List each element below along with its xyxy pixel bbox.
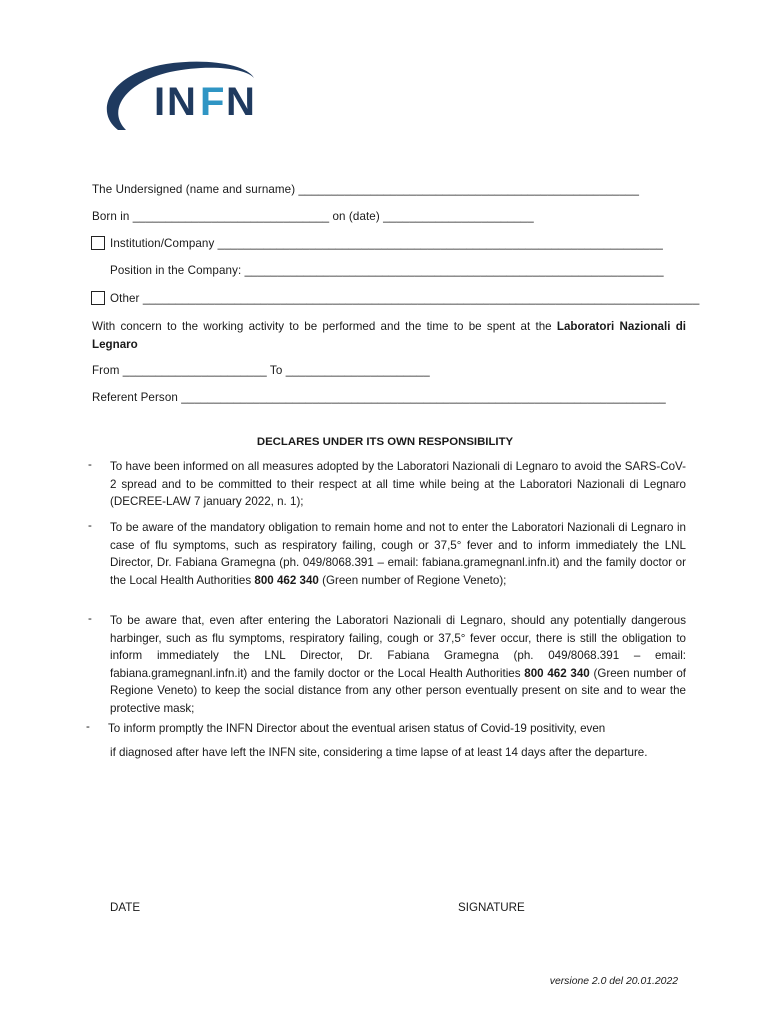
from-to-field[interactable]: From ______________________ To ______________________ [92, 364, 430, 377]
bullet-2-phone: 800 462 340 [254, 573, 319, 587]
bullet-2-text-a: To be aware of the mandatory obligation to remain home and not to enter the Laboratori Nazionali di Legnaro in case of flu symptoms, such as respiratory failing, cough or 37,5° fever and to inform immediately the LNL Director, Dr. Fabiana Gramegna (ph. 049/8068.391 – email: fabiana.gramegnanl.infn.it) and the family doctor or the Local Health Authorities [110, 521, 686, 587]
bullet-2-text [110, 519, 686, 589]
bullet-dash: - [86, 720, 90, 733]
bullet-dash: - [88, 458, 92, 471]
concern-text: With concern to the working activity to be performed and the time to be spent at the [92, 320, 557, 333]
bullet-3-text [110, 612, 686, 718]
other-checkbox[interactable] [91, 291, 105, 305]
institution-field[interactable]: Institution/Company ____________________________________________________________________ [110, 237, 663, 250]
bullet-2-text-b: (Green number of Regione Veneto); [318, 573, 507, 587]
bullet-dash: - [88, 612, 92, 625]
bullet-4-first-line: To inform promptly the INFN Director about the eventual arisen status of Covid-19 positivity, even [108, 722, 606, 735]
other-field[interactable]: Other _____________________________________________________________________________________ [110, 292, 700, 305]
svg-text:F: F [200, 80, 226, 124]
bullet-4-rest: if diagnosed after have left the INFN site, considering a time lapse of at least 14 days after the departure. [110, 746, 648, 759]
born-field[interactable]: Born in ______________________________ on (date) _______________________ [92, 210, 534, 223]
referent-field[interactable]: Referent Person __________________________________________________________________________ [92, 391, 666, 404]
bullet-1-text: To have been informed on all measures adopted by the Laboratori Nazionali di Legnaro to avoid the SARS-CoV-2 spread and to be committed to their respect at all time while being at the Laboratori Nazionali di Legnaro (DECREE-LAW 7 january 2022, n. 1); [110, 460, 686, 509]
date-label: DATE [110, 901, 141, 914]
bullet-3-text-a: To be aware that, even after entering the Laboratori Nazionali di Legnaro, should any potentially dangerous harbinger, such as flu symptoms, respiratory failing, cough or 37,5° fever occur, there is still the obligation to inform immediately the LNL Director, Dr. Fabiana Gramegna (ph. 049/8068.391 – email: fabiana.gramegnanl.infn.it) and the family doctor or the Local Health Authorities [110, 614, 686, 680]
bullet-3-phone: 800 462 340 [524, 666, 590, 680]
bullet-3-text-b: (Green number of Regione Veneto) to keep the social distance from any other person eventually present on site and to wear the protective mask; [110, 666, 686, 715]
declaration-heading: DECLARES UNDER ITS OWN RESPONSIBILITY [256, 436, 514, 448]
infn-logo [96, 56, 264, 136]
svg-text:N: N [167, 80, 197, 124]
signature-label: SIGNATURE [458, 901, 525, 914]
undersigned-field[interactable]: The Undersigned (name and surname) ____________________________________________________ [92, 183, 639, 196]
position-field[interactable]: Position in the Company: ________________________________________________________________ [110, 264, 664, 277]
svg-text:N: N [226, 80, 256, 124]
concern-paragraph [92, 318, 686, 353]
concern-bold: Laboratori Nazionali di Legnaro [92, 320, 686, 351]
bullet-dash: - [88, 519, 92, 532]
version-footer: versione 2.0 del 20.01.2022 [549, 976, 678, 987]
institution-checkbox[interactable] [91, 236, 105, 250]
svg-text:I: I [154, 80, 167, 124]
